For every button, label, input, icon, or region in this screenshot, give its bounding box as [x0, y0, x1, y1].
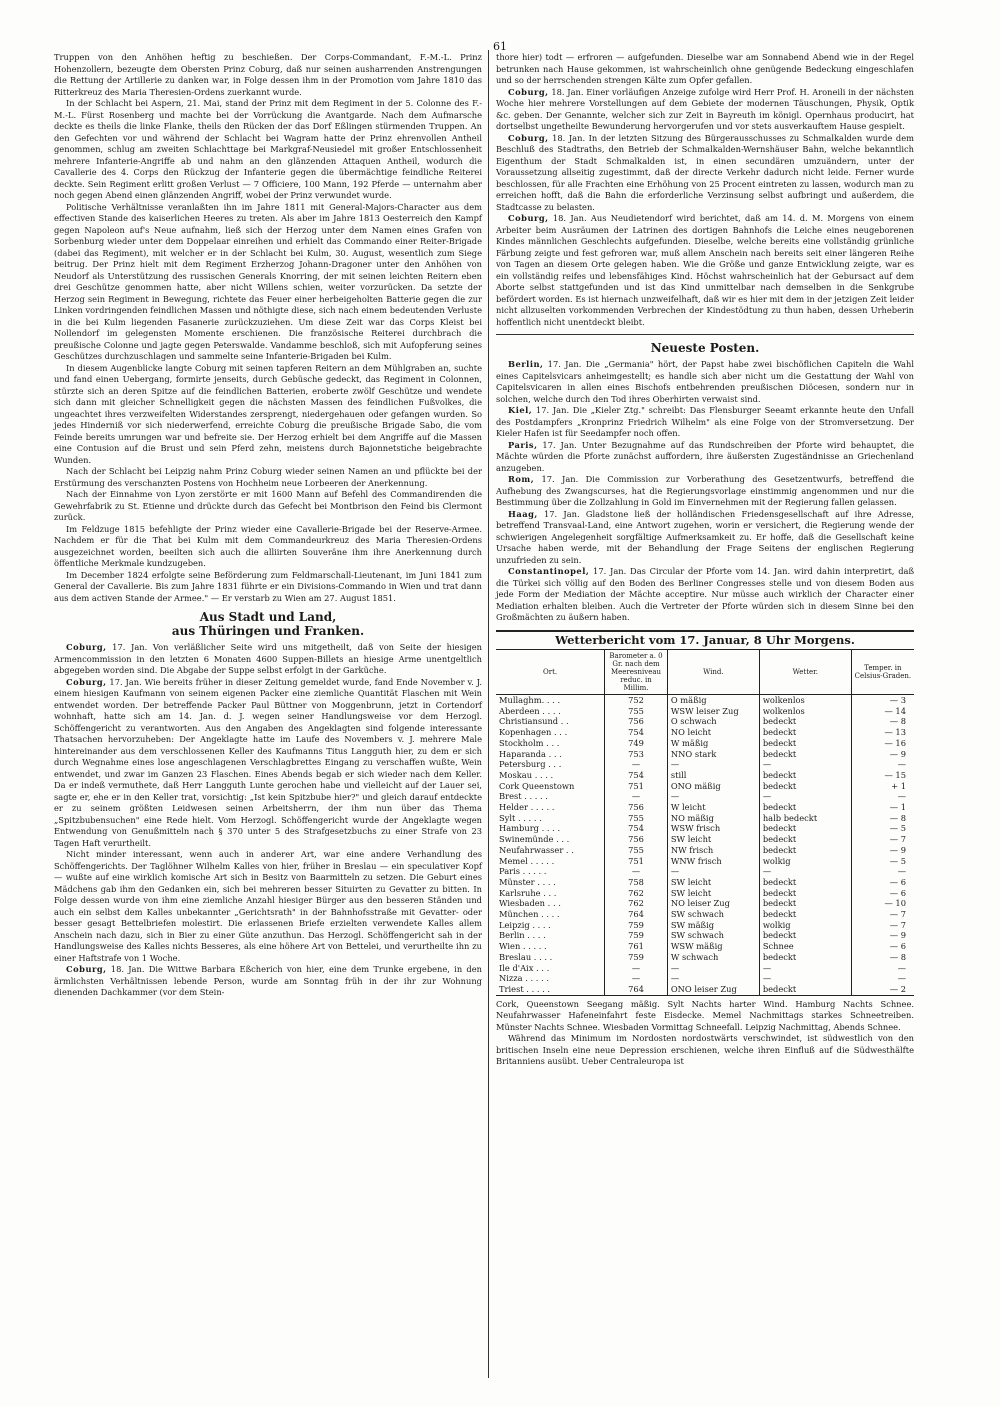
cell-location: Breslau . . . . — [499, 951, 553, 962]
cell-temperature: — — [851, 759, 914, 770]
cell-wind: ONO mäßig — [667, 781, 759, 792]
weather-row — [496, 877, 914, 888]
cell-weather: bedeckt — [759, 952, 851, 963]
cell-weather: bedeckt — [759, 898, 851, 909]
cell-wind: NNO stark — [667, 749, 759, 760]
cell-weather: bedeckt — [759, 749, 851, 760]
news-text: 18. Jan. Die Wittwe Barbara Eßcherich von hier, eine dem Trunke ergebene, in den ärmlichsten Verhältnissen lebende Person, wurde am Sonntag früh in der ihr zur Wohnung dienenden Dachkammer (vor dem Stein- — [54, 964, 482, 997]
cell-wind: WNW frisch — [667, 856, 759, 867]
col-header-weather: Wetter. — [759, 650, 851, 695]
weather-row — [496, 920, 914, 931]
weather-row — [496, 845, 914, 856]
cell-location: Mullaghm. . . . — [499, 695, 561, 705]
cell-temperature: — 9 — [851, 930, 914, 941]
cell-wind: NW frisch — [667, 845, 759, 856]
weather-row — [496, 759, 914, 770]
cell-barometer: 751 — [605, 781, 668, 792]
cell-wind: — — [667, 963, 759, 974]
weather-row — [496, 695, 914, 706]
cell-location: Leipzig . . . . — [499, 919, 551, 930]
weather-row — [496, 716, 914, 727]
left-column — [54, 52, 482, 999]
dateline: Haag, — [508, 508, 538, 519]
cell-temperature: — — [851, 963, 914, 974]
cell-temperature: — 8 — [851, 813, 914, 824]
col-header-wind: Wind. — [667, 650, 759, 695]
cell-location: Ile d'Aix . . . — [499, 962, 550, 973]
weather-row — [496, 802, 914, 813]
news-item — [496, 566, 914, 624]
cell-wind: SW schwach — [667, 909, 759, 920]
cell-location: Aberdeen . . . . — [499, 705, 561, 716]
news-item — [54, 677, 482, 850]
cell-location: Haparanda . . . — [499, 748, 562, 759]
news-text: 17. Jan. Wie bereits früher in dieser Zeitung gemeldet wurde, fand Ende November v. J. einem hiesigen Kaufmann von seinem eigenen Packer eine ziemliche Quantität Flaschen mit Wein entwendet worden. Der betreffende Packer Paul Büttner von Moggenbrunn, jetzt in Cortendorf wohnhaft, hatte sich am 14. Jan. d. J. wegen seiner Handlungsweise vor dem Herzogl. Schöffengericht zu verantworten. Aus den Angaben des Angeklagten sind folgende interessante Thatsachen hervorzuheben: Der Angeklagte hatte im Laufe des Novembers v. J. mehrere Male hintereinander aus dem verschlossenen Keller des Kaufmanns Titus Langguth hier, zu dem er sich durch Wegnahme eines lose angeschlagenen Verschlagbrettes Eingang zu verschaffen wußte, Wein entwendet, und zwar im Ganzen 23 Flaschen. Eines Abends begab er sich wieder nach dem Keller. Da er indeß vermuthete, daß Herr Langguth Lunte gerochen habe und vielleicht auf der Lauer sei, sagte er, ehe er in den Keller trat, vorsichtig: „Ist kein Spitzbube hier?" und gleich darauf entdeckte er zu seinem größten Leidwesen seinen Arbeitsherrn, der ihm nun über das Thema „Spitzbubensuchen" eine Rede hielt. Vom Herzogl. Schöffengericht wurde der Angeklagte wegen Entwendung von Genußmitteln nach § 370 unter 5 des Strafgesetzbuchs zu einer Strafe von 23 Tagen Haft verurtheilt. — [54, 676, 482, 848]
cell-barometer: 761 — [605, 941, 668, 952]
cell-weather: bedeckt — [759, 834, 851, 845]
weather-row — [496, 834, 914, 845]
weather-row — [496, 738, 914, 749]
cell-location: Wien . . . . . — [499, 941, 547, 952]
cell-location: Hamburg . . . . — [499, 823, 561, 834]
cell-temperature: — 10 — [851, 898, 914, 909]
cell-barometer: 756 — [605, 802, 668, 813]
cell-barometer: 756 — [605, 834, 668, 845]
cell-weather: — — [759, 866, 851, 877]
news-text: 17. Jan. Gladstone ließ der holländischen Friedensgesellschaft auf ihre Adresse, betreffend Transvaal-Land, eine Antwort zugehen, worin er versichert, die Regierung wende der schwierigen Angelegenheit sorgfältige Aufmerksamkeit zu. Er hoffe, daß die Gesellschaft keine Ursache haben werde, mit der Behandlung der Frage Seitens der englischen Regierung unzufrieden zu sein. — [496, 508, 914, 565]
cell-barometer: — — [605, 866, 668, 877]
cell-barometer: 752 — [605, 695, 668, 706]
cell-wind: still — [667, 770, 759, 781]
cell-temperature: — 2 — [851, 984, 914, 995]
cell-weather: bedeckt — [759, 845, 851, 856]
weather-summary: Während das Minimum im Nordosten nordostwärts verschwindet, ist südwestlich von den britischen Inseln eine neue Depression erschienen, welche ihren Einfluß auf die Südwesthälfte Britanniens ausübt. Ueber Centraleuropa ist — [496, 1033, 914, 1067]
cell-temperature: — 9 — [851, 845, 914, 856]
news-heading: Neueste Posten. — [650, 341, 760, 355]
cell-barometer: 756 — [605, 716, 668, 727]
cell-temperature: — 15 — [851, 770, 914, 781]
cell-wind: O mäßig — [667, 695, 759, 706]
news-item — [496, 474, 914, 509]
paragraph: In der Schlacht bei Aspern, 21. Mai, stand der Prinz mit dem Regiment in der 5. Colonne des F.-M.-L. Fürst Rosenberg und machte bei der Vorrückung die Avantgarde. Nach dem Aufmarsche deckte es theils die linke Flanke, theils den Rücken der das Dorf Eßlingen stürmenden Truppen. An den Gefechten vor und während der Schlacht bei Wagram hatte der Prinz ehrenvollen Antheil genommen, schlug am zweiten Schlachttage bei Markgraf-Neusiedel mit großer Entschlossenheit mehrere Infanterie-Angriffe ab und nahm an den glänzenden Attaquen Antheil, wodurch die Cavallerie des 4. Corps den Rückzug der Infanterie gegen die übermächtige feindliche Reiterei deckte. Sein Regiment erlitt großen Verlust — 7 Officiere, 100 Mann, 192 Pferde — unternahm aber noch gegen Abend einen glänzenden Angriff, wobei der Prinz verwundet wurde. — [54, 98, 482, 200]
cell-location: Stockholm . . . — [499, 737, 560, 748]
cell-weather: wolkig — [759, 856, 851, 867]
weather-row — [496, 706, 914, 717]
weather-row — [496, 791, 914, 802]
cell-barometer: — — [605, 963, 668, 974]
weather-row — [496, 888, 914, 899]
cell-wind: NO leicht — [667, 727, 759, 738]
weather-row — [496, 749, 914, 760]
weather-row — [496, 823, 914, 834]
cell-location: Kopenhagen . . . — [499, 727, 568, 738]
cell-wind: WSW leiser Zug — [667, 706, 759, 717]
cell-weather: — — [759, 963, 851, 974]
cell-location: Neufahrwasser . . — [499, 844, 574, 855]
cell-location: Petersburg . . . — [499, 759, 562, 770]
cell-wind: WSW mäßig — [667, 941, 759, 952]
dateline: Kiel, — [508, 405, 533, 415]
cell-wind: — — [667, 791, 759, 802]
cell-temperature: — 9 — [851, 749, 914, 760]
cell-weather: halb bedeckt — [759, 813, 851, 824]
cell-barometer: 762 — [605, 888, 668, 899]
news-item — [54, 642, 482, 677]
cell-temperature: — — [851, 973, 914, 984]
weather-row — [496, 952, 914, 963]
cell-barometer: 753 — [605, 749, 668, 760]
weather-report-title: Wetterbericht vom 17. Januar, 8 Uhr Morgens. — [496, 630, 914, 651]
cell-wind: SW leicht — [667, 877, 759, 888]
dateline: Paris, — [508, 439, 538, 450]
cell-barometer: — — [605, 759, 668, 770]
cell-barometer: 754 — [605, 770, 668, 781]
paragraph: Nach der Einnahme von Lyon zerstörte er mit 1600 Mann auf Befehl des Commandirenden die Gewehrfabrik zu St. Etienne und drückte durch das Gefecht bei Montbrison den Feind bis Clermont zurück. — [54, 489, 482, 522]
cell-location: München . . . . — [499, 909, 560, 920]
page-number: 61 — [493, 40, 507, 53]
weather-row — [496, 898, 914, 909]
cell-temperature: — 1 — [851, 802, 914, 813]
dateline: Berlin, — [508, 359, 544, 369]
news-item — [496, 359, 914, 405]
dateline: Coburg, — [66, 676, 107, 687]
paragraph: In diesem Augenblicke langte Coburg mit seinen tapferen Reitern an dem Mühlgraben an, suchte und fand einen Uebergang, formirte jenseits, durch Gebüsche gedeckt, das Regiment in Colonnen, stürzte sich an deren Spitze auf die feindlichen Batterien, eroberte zwölf Geschütze und wendete sich dann mit gleicher Schnelligkeit gegen die nächsten Massen des feindlichen Fußvolkes, die ungeachtet ihres verzweifelten Widerstandes zersprengt, niedergehauen oder gefangen wurden. So jedes Hinderniß vor sich niederwerfend, erreichte Coburg die preußische Brigade Sabo, die vom Feinde bereits umrungen war und befreite sie. Der Herzog erhielt bei dem Angriffe auf die Massen eine Contusion auf die Brust und sein Pferd zehn, meistens durch Bajonnetstiche beigebrachte Wunden. — [54, 362, 482, 465]
cell-weather: bedeckt — [759, 909, 851, 920]
cell-location: Swinemünde . . . — [499, 834, 570, 845]
cell-location: Moskau . . . . — [499, 769, 554, 780]
cell-wind: W schwach — [667, 952, 759, 963]
cell-weather: bedeckt — [759, 781, 851, 792]
cell-temperature: — 7 — [851, 834, 914, 845]
cell-temperature: — 7 — [851, 909, 914, 920]
cell-barometer: 759 — [605, 952, 668, 963]
weather-row — [496, 813, 914, 824]
cell-location: Memel . . . . . — [499, 855, 555, 866]
weather-row — [496, 941, 914, 952]
section-heading-line: aus Thüringen und Franken. — [171, 624, 365, 638]
news-text: 17. Jan. Unter Bezugnahme auf das Rundschreiben der Pforte wird behauptet, die Mächte würden die Pforte zunächst auffordern, ihre äußersten Zugeständnisse an Griechenland anzugeben. — [496, 439, 914, 473]
dateline: Coburg, — [66, 642, 107, 652]
cell-location: Karlsruhe . . . — [499, 887, 557, 898]
cell-location: Triest . . . . . — [496, 984, 605, 995]
weather-table-body — [496, 695, 914, 996]
paragraph: thore hier) todt — erfroren — aufgefunden. Dieselbe war am Sonnabend Abend wie in der Regel betrunken nach Hause gekommen, ist wahrscheinlich ohne genügende Bedeckung eingeschlafen und so der herrschenden strengen Kälte zum Opfer gefallen. — [496, 52, 914, 85]
cell-temperature: — 6 — [851, 888, 914, 899]
cell-temperature: — 6 — [851, 877, 914, 888]
news-item — [54, 964, 482, 999]
paragraph: Im December 1824 erfolgte seine Beförderung zum Feldmarschall-Lieutenant, im Juni 1841 zum General der Cavallerie. Bis zum Jahre 1831 führte er ein Divisions-Commando in Wien und trat dann aus dem activen Stande der Armee." — Er verstarb zu Wien am 27. August 1851. — [54, 569, 482, 603]
section-rule — [496, 334, 914, 335]
paragraph: Nach der Schlacht bei Leipzig nahm Prinz Coburg wieder seinen Namen an und pflückte bei der Erstürmung des verschanzten Postens von Hochheim neue Lorbeeren der Anerkennung. — [54, 466, 482, 488]
cell-weather: — — [759, 791, 851, 802]
cell-weather: bedeckt — [759, 802, 851, 813]
cell-weather: Schnee — [759, 941, 851, 952]
cell-barometer: 758 — [605, 877, 668, 888]
dateline: Coburg, — [508, 213, 549, 223]
cell-weather: wolkig — [759, 920, 851, 931]
dateline: Coburg, — [508, 132, 549, 143]
cell-weather: bedeckt — [759, 727, 851, 738]
cell-location: Cork Queenstown — [499, 780, 575, 791]
weather-row — [496, 909, 914, 920]
cell-wind: SW leicht — [667, 834, 759, 845]
cell-weather: bedeckt — [759, 877, 851, 888]
cell-weather: bedeckt — [759, 984, 851, 995]
cell-wind: — — [667, 866, 759, 877]
cell-barometer: 755 — [605, 813, 668, 824]
cell-barometer: 764 — [605, 909, 668, 920]
news-item — [496, 440, 914, 475]
cell-wind: SW mäßig — [667, 920, 759, 931]
weather-row — [496, 781, 914, 792]
cell-barometer: 755 — [605, 706, 668, 717]
news-item — [496, 87, 914, 133]
dateline: Coburg, — [66, 964, 107, 974]
cell-location: Helder . . . . . — [499, 802, 555, 813]
cell-weather: bedeckt — [759, 930, 851, 941]
news-item: Nicht minder interessant, wenn auch in anderer Art, war eine andere Verhandlung des Schöffengerichts. Der Taglöhner Wilhelm Kalles von hier, früher in Breslau — ein speculativer Kopf — wußte auf eine wirklich komische Art sich in Besitz von Baarmitteln zu setzen. Die Geburt eines Mädchens gab ihm den Gedanken ein, sich bei mehreren besser Situirten zu Gevatter zu bitten. In Folge dessen wurde von ihm eine ziemliche Anzahl hiesiger Bürger aus den besseren Ständen und auch ein selbst dem Kalles unbekannter „Gerichtsrath" in der Bahnhofsstraße mit Gevatter- oder besser gesagt Bettelbriefen molestirt. Die erlassenen Briefe erzielten verwendete Kalles allem Anschein nach dazu, sich in Bier zu einer Güte anzuthun. Das Herzogl. Schöffengericht sah in der Handlungsweise des Kalles nichts Besseres, als eine höhere Art von Bettelei, und verurtheilte ihn zu einer Haftstrafe von 1 Woche. — [54, 849, 482, 963]
weather-row — [496, 963, 914, 974]
cell-location: Paris . . . . . — [499, 866, 547, 877]
cell-temperature: + 1 — [851, 781, 914, 792]
cell-wind: ONO leiser Zug — [667, 984, 759, 995]
news-item — [496, 133, 914, 214]
cell-location: Wiesbaden . . . — [499, 898, 561, 909]
section-heading-line: Aus Stadt und Land, — [199, 610, 337, 624]
cell-weather: — — [759, 759, 851, 770]
news-text: 17. Jan. Von verläßlicher Seite wird uns mitgetheilt, daß von Seite der hiesigen Armencommission in den letzten 6 Monaten 4600 Suppen-Billets an hiesige Arme unentgeltlich abgegeben worden sind. Die Abgabe der Suppe selbst erfolgt in der Garküche. — [54, 642, 482, 675]
cell-wind: SW leicht — [667, 888, 759, 899]
cell-barometer: 764 — [605, 984, 668, 995]
weather-row — [496, 930, 914, 941]
cell-location: Berlin . . . . — [499, 930, 546, 941]
cell-weather: bedeckt — [759, 823, 851, 834]
cell-temperature: — 3 — [851, 695, 914, 706]
cell-barometer: 751 — [605, 856, 668, 867]
cell-wind: NO leiser Zug — [667, 898, 759, 909]
col-header-barometer: Barometer a. 0 Gr. nach dem Meeresniveau reduc. in Millim. — [605, 650, 668, 695]
cell-weather: bedeckt — [759, 738, 851, 749]
cell-location: Münster . . . . — [499, 876, 556, 887]
cell-temperature: — 7 — [851, 920, 914, 931]
paragraph: Politische Verhältnisse veranlaßten ihn im Jahre 1811 mit General-Majors-Character aus dem effectiven Stande des kaiserlichen Heeres zu treten. Als aber im Jahre 1813 Oesterreich den Kampf gegen Napoleon auf's Neue aufnahm, ließ sich der Herzog unter dem Namen eines Grafen von Sorbenburg wieder unter dem Doppelaar einreihen und erhielt das Commando einer Reiter-Brigade (dabei das Regiment), mit welcher er in der Schlacht bei Kulm, 30. August, wesentlich zum Siege beitrug. Der Prinz hielt mit dem Regiment Erzherzog Johann-Dragoner unter den Anhöhen von Neudorf als Unterstützung des russischen Generals Knorring, der mit seinen leichten Reitern eben drei Geschütze genommen hatte, aber nicht Willens schien, weiter vorzurücken. Da setzte der Herzog sein Regiment in Bewegung, richtete das Feuer einer herbeigeholten Batterie gegen die zur Linken vordringenden feindlichen Massen und nöthigte diese, sich nach einem bedeutenden Verluste in die bei Kulm liegenden Fasanerie zurückzuziehen. Um diese Zeit war das Corps Kleist bei Nollendorf im gelegensten Momente erschienen. Die französische Reiterei durchbrach die preußische Colonne und jagte gegen Peterswalde. Vandamme beschloß, sich mit Aufopferung seines Geschützes durchzuschlagen und sammelte seine Infanterie-Brigaden bei Kulm. — [54, 201, 482, 361]
dateline: Coburg, — [508, 86, 549, 97]
col-header-temperature: Temper. in Celsius-Graden. — [851, 650, 914, 695]
cell-barometer: 759 — [605, 920, 668, 931]
weather-row — [496, 770, 914, 781]
news-text: 18. Jan. In der letzten Sitzung des Bürgerausschusses zu Schmalkalden wurde dem Beschluß des Stadtraths, den Betrieb der Schmalkalden-Wernshäuser Bahn, welche bekanntlich Eigenthum der Stadt Schmalkalden ist, in einen secundären umzuändern, unter der Voraussetzung allseitig zugestimmt, daß der directe Verkehr dadurch nicht leide. Ferner wurde beschlossen, für alle Frachten eine Erhöhung von 25 Procent eintreten zu lassen, wodurch man zu erreichen hofft, daß die Bahn die erforderliche Verzinsung selbst aufbringt und außerdem, die Stadtcasse zu belasten. — [496, 132, 914, 212]
cell-temperature: — 8 — [851, 716, 914, 727]
news-text: 18. Jan. Einer vorläufigen Anzeige zufolge wird Herr Prof. H. Aroneili in der nächsten Woche hier mehrere Vorstellungen auf dem Gebiete der modernen Täuschungen, Physik, Optik &c. geben. Der Genannte, welcher sich zur Zeit in Bayreuth im königl. Opernhaus producirt, hat dortselbst ungetheilte Bewunderung hervorgerufen und vor stets ausverkauftem Hause gespielt. — [496, 86, 914, 131]
paragraph: Im Feldzuge 1815 befehligte der Prinz wieder eine Cavallerie-Brigade bei der Reserve-Armee. Nachdem er für die That bei Kulm mit dem Commandeurkreuz des Maria Theresien-Ordens ausgezeichnet worden, beeilten sich auch die alliirten Souveräne ihm ihre Anerkennung durch öffentliche Merkmale kundzugeben. — [54, 523, 482, 568]
right-column — [496, 52, 914, 1068]
cell-wind: W leicht — [667, 802, 759, 813]
cell-weather: bedeckt — [759, 770, 851, 781]
news-text: 18. Jan. Aus Neudietendorf wird berichtet, daß am 14. d. M. Morgens von einem Arbeiter beim Ausräumen der Latrinen des dortigen Bahnhofs die Leiche eines neugeborenen Kindes männlichen Geschlechts aufgefunden. Dieselbe, welche bereits eine vollständig grünliche Färbung zeigte und fest gefroren war, muß allem Anschein nach bereits seit einer längeren Reihe von Tagen an diesem Orte gelegen haben. Wie die Größe und ganze Entwicklung zeigte, war es ein vollständig reifes und lebensfähiges Kind. Höchst wahrscheinlich hat der Gebursact auf dem Aborte selbst stattgefunden und ist das Kind unmittelbar nach demselben in die Senkgrube befördert worden. Es ist hiernach unzweifelhaft, daß wir es hier mit dem in der jetzigen Zeit leider nicht allzuselten vorkommenden Verbrechen der Kindestödtung zu thun haben, dessen Urheberin hoffentlich nicht unentdeckt bleibt. — [496, 213, 914, 327]
cell-location: Brest . . . . . — [499, 791, 548, 802]
news-text: 17. Jan. Die „Germania" hört, der Papst habe zwei bischöflichen Capiteln die Wahl eines Capitelsvicars anheimgestellt; es handle sich aber nicht um die Gestattung der Wahl von Capitelsvicaren in allen eines Bischofs entbehrenden preußischen Diöcesen, sondern nur in solchen, welche durch den Tod ihres Oberhirten verwaist sind. — [496, 359, 914, 404]
cell-temperature: — — [851, 791, 914, 802]
cell-location: Nizza . . . . . — [499, 973, 549, 984]
col-header-location: Ort. — [496, 650, 605, 695]
cell-barometer: — — [605, 791, 668, 802]
news-item — [496, 509, 914, 567]
cell-weather: wolkenlos — [759, 695, 851, 706]
weather-table — [496, 650, 914, 996]
cell-temperature: — — [851, 866, 914, 877]
dateline: Rom, — [508, 474, 535, 484]
cell-location: Sylt . . . . . — [499, 812, 542, 823]
news-text: 17. Jan. Die Commission zur Vorberathung des Gesetzentwurfs, betreffend die Aufhebung des Zwangscurses, hat die Regierungsvorlage einstimmig angenommen und nur die Bestimmung über die Zollzahlung in Gold im Einvernehmen mit der Regierung fallen gelassen. — [496, 474, 914, 507]
cell-temperature: — 16 — [851, 738, 914, 749]
cell-barometer: 762 — [605, 898, 668, 909]
cell-barometer: — — [605, 973, 668, 984]
cell-temperature: — 5 — [851, 823, 914, 834]
news-text: 17. Jan. Das Circular der Pforte vom 14. Jan. wird dahin interpretirt, daß die Türkei sich völlig auf den Boden des Berliner Congresses stelle und von diesem Boden aus jede Form der Mediation der Mächte acceptire. Nur müsse auch wirklich der Character einer Mediation erhalten bleiben. Auch die Vertreter der Pforte würden sich in diesem Sinne bei den Großmächten zu äußern haben. — [496, 566, 914, 622]
cell-temperature: — 5 — [851, 856, 914, 867]
column-divider — [488, 50, 489, 1378]
cell-barometer: 754 — [605, 727, 668, 738]
cell-weather: bedeckt — [759, 888, 851, 899]
cell-barometer: 749 — [605, 738, 668, 749]
weather-row — [496, 973, 914, 984]
cell-wind: — — [667, 759, 759, 770]
cell-temperature: — 6 — [851, 941, 914, 952]
dateline: Constantinopel, — [508, 566, 590, 576]
cell-wind: W mäßig — [667, 738, 759, 749]
cell-wind: WSW frisch — [667, 823, 759, 834]
cell-wind: NO mäßig — [667, 813, 759, 824]
cell-weather: — — [759, 973, 851, 984]
news-item — [496, 405, 914, 440]
cell-temperature: — 14 — [851, 706, 914, 717]
cell-wind: — — [667, 973, 759, 984]
cell-wind: SW schwach — [667, 930, 759, 941]
section-heading — [54, 610, 482, 638]
weather-row — [496, 727, 914, 738]
weather-row — [496, 984, 914, 995]
news-item — [496, 213, 914, 328]
cell-barometer: 755 — [605, 845, 668, 856]
cell-temperature: — 13 — [851, 727, 914, 738]
weather-table-header — [496, 650, 914, 695]
news-text: 17. Jan. Die „Kieler Ztg." schreibt: Das Flensburger Seeamt erkannte heute den Unfall des Postdampfers „Kronprinz Friedrich Wilhelm" als eine Folge von der Stromversetzung. Der Kieler Hafen ist für Seedampfer noch offen. — [496, 405, 914, 438]
cell-location: Christiansund . . — [499, 716, 569, 727]
cell-wind: O schwach — [667, 716, 759, 727]
cell-barometer: 759 — [605, 930, 668, 941]
weather-note: Cork, Queenstown Seegang mäßig. Sylt Nachts harter Wind. Hamburg Nachts Schnee. Neufahrwasser Hafeneinfahrt feste Eisdecke. Memel Nachmittags starkes Schneetreiben. Münster Nachts Schnee. Wiesbaden Vormittag Schneefall. Leipzig Nachmittag, Abends Schnee. — [496, 998, 914, 1032]
cell-weather: bedeckt — [759, 716, 851, 727]
weather-row — [496, 866, 914, 877]
cell-barometer: 754 — [605, 823, 668, 834]
paragraph: Truppen von den Anhöhen heftig zu beschießen. Der Corps-Commandant, F.-M.-L. Prinz Hohenzollern, bezeugte dem Obersten Prinz Coburg, daß nur seinen ausharrenden Anstrengungen die Rettung der Artillerie zu danken war, in Folge dessen ihm in der Promotion vom Jahre 1810 das Ritterkreuz des Maria Theresien-Ordens zuerkannt wurde. — [54, 52, 482, 97]
cell-temperature: — 8 — [851, 952, 914, 963]
cell-weather: wolkenlos — [759, 706, 851, 717]
weather-row — [496, 856, 914, 867]
